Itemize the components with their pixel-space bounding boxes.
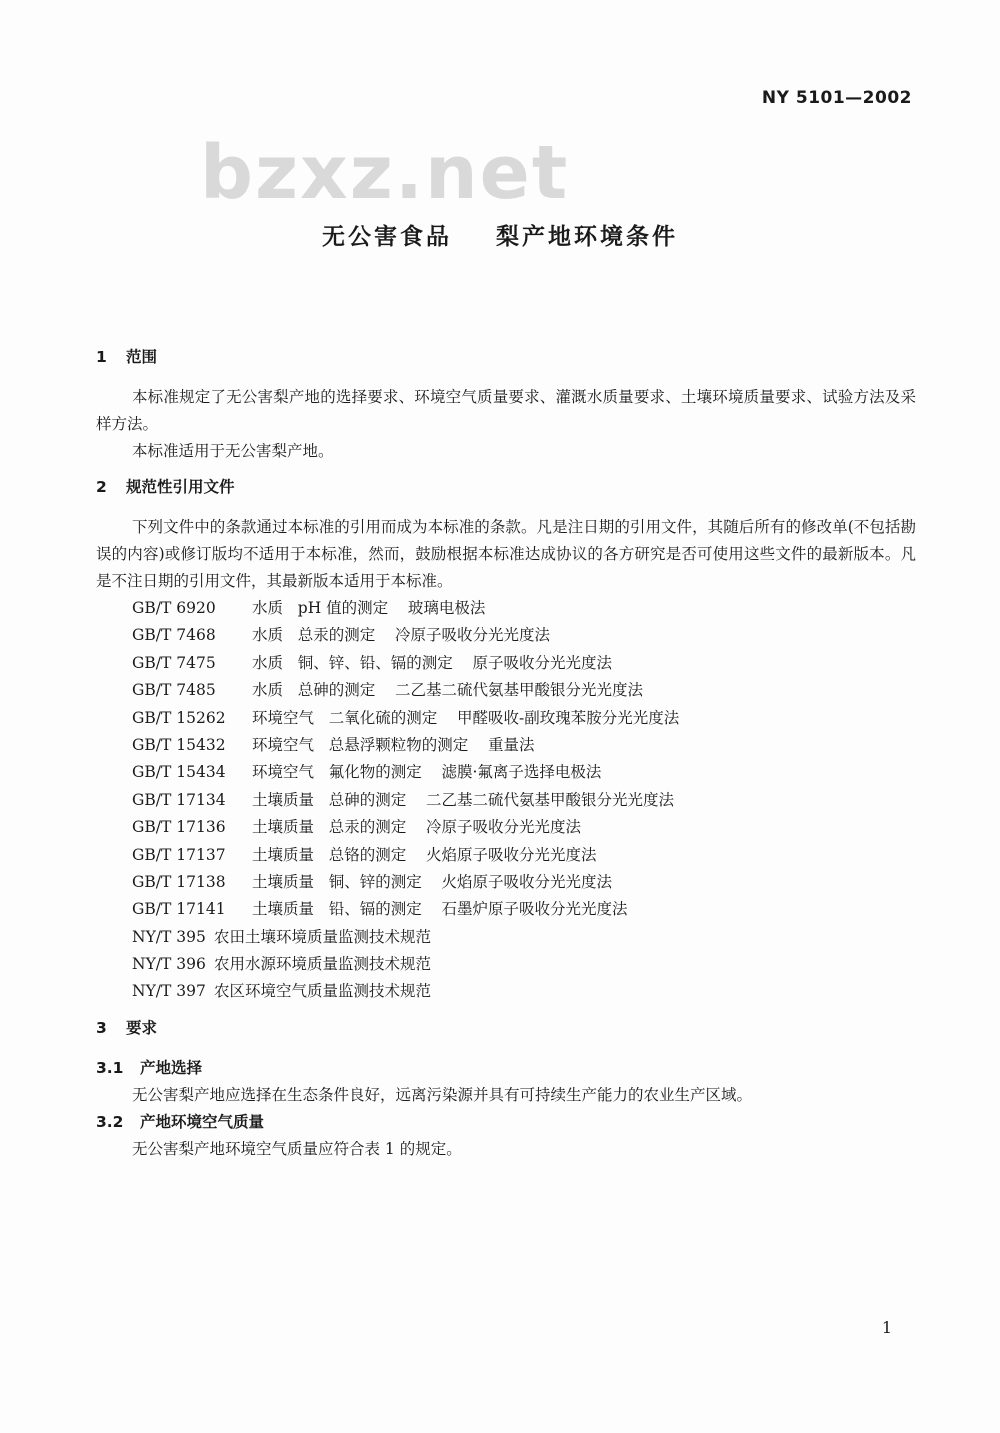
section-number: 1 [96, 348, 107, 366]
section-1-paragraph-1: 本标准规定了无公害梨产地的选择要求、环境空气质量要求、灌溉水质量要求、土壤环境质量要求、试验方法及采样方法。 [96, 388, 916, 433]
reference-item [132, 978, 916, 1005]
reference-item [132, 705, 916, 732]
reference-code: GB/T 17138 [132, 872, 226, 891]
section-3-1-heading [96, 1055, 916, 1082]
reference-code: NY/T 397 [132, 982, 206, 1001]
reference-title: 水质 pH 值的测定 玻璃电极法 [252, 599, 486, 617]
reference-title: 水质 铜、锌、铅、镉的测定 原子吸收分光光度法 [252, 653, 612, 672]
document-body [96, 344, 916, 1163]
reference-item [132, 622, 916, 649]
reference-item [132, 951, 916, 978]
reference-item [132, 787, 916, 814]
reference-title: 环境空气 二氧化硫的测定 甲醛吸收-副玫瑰苯胺分光光度法 [252, 708, 680, 727]
section-3-2-paragraph: 无公害梨产地环境空气质量应符合表 1 的规定。 [132, 1139, 462, 1158]
section-title: 产地选择 [140, 1058, 203, 1077]
reference-code: NY/T 395 [132, 927, 206, 946]
section-2-heading [96, 474, 916, 501]
reference-code: GB/T 17141 [132, 900, 226, 919]
reference-code: GB/T 17134 [132, 790, 226, 809]
reference-item [132, 869, 916, 896]
reference-title: 土壤质量 铜、锌的测定 火焰原子吸收分光光度法 [252, 872, 612, 891]
normative-reference-list [96, 595, 916, 1006]
section-3-1-paragraph: 无公害梨产地应选择在生态条件良好，远离污染源并具有可持续生产能力的农业生产区域。 [132, 1085, 753, 1104]
section-title: 规范性引用文件 [126, 478, 235, 496]
reference-title: 水质 总汞的测定 冷原子吸收分光光度法 [252, 626, 550, 645]
reference-code: GB/T 15432 [132, 735, 226, 754]
reference-title: 环境空气 氟化物的测定 滤膜·氟离子选择电极法 [252, 763, 602, 782]
section-number: 3.2 [96, 1112, 124, 1131]
reference-title: 土壤质量 铅、镉的测定 石墨炉原子吸收分光光度法 [252, 900, 628, 919]
reference-item [132, 896, 916, 923]
section-title: 要求 [126, 1018, 158, 1037]
reference-title: 土壤质量 总铬的测定 火焰原子吸收分光光度法 [252, 845, 597, 864]
reference-code: GB/T 17137 [132, 845, 226, 864]
reference-item [132, 842, 916, 869]
reference-code: NY/T 396 [132, 955, 206, 974]
reference-item [132, 595, 916, 622]
section-number: 3 [96, 1018, 107, 1037]
section-title: 范围 [126, 348, 158, 366]
document-title: 无公害食品 梨产地环境条件 [321, 224, 679, 250]
reference-item [132, 924, 916, 951]
section-1-paragraph-2: 本标准适用于无公害梨产地。 [132, 442, 334, 460]
reference-item [132, 677, 916, 704]
reference-title: 土壤质量 总汞的测定 冷原子吸收分光光度法 [252, 818, 581, 837]
section-3-heading [96, 1015, 916, 1042]
reference-title: 农田土壤环境质量监测技术规范 [214, 927, 432, 946]
watermark: bzxz.net [200, 130, 570, 216]
reference-code: GB/T 6920 [132, 599, 216, 617]
section-3-2-heading [96, 1109, 916, 1136]
reference-title: 农区环境空气质量监测技术规范 [214, 982, 432, 1001]
reference-code: GB/T 15262 [132, 708, 226, 727]
section-title: 产地环境空气质量 [140, 1112, 265, 1131]
reference-item [132, 814, 916, 841]
reference-item [132, 650, 916, 677]
reference-code: GB/T 7475 [132, 653, 216, 672]
reference-title: 环境空气 总悬浮颗粒物的测定 重量法 [252, 735, 535, 754]
section-2-paragraph: 下列文件中的条款通过本标准的引用而成为本标准的条款。凡是注日期的引用文件，其随后所有的修改单(不包括勘误的内容)或修订版均不适用于本标准，然而，鼓励根据本标准达成协议的各方研究是否可使用这些文件的最新版本。凡是不注日期的引用文件，其最新版本适用于本标准。 [96, 518, 916, 590]
section-number: 2 [96, 478, 107, 496]
reference-code: GB/T 15434 [132, 763, 226, 782]
standard-code: NY 5101—2002 [761, 88, 912, 108]
section-1-heading [96, 344, 916, 371]
section-number: 3.1 [96, 1058, 124, 1077]
reference-code: GB/T 7485 [132, 681, 216, 700]
page-number: 1 [881, 1318, 892, 1337]
reference-item [132, 759, 916, 786]
reference-title: 水质 总砷的测定 二乙基二硫代氨基甲酸银分光光度法 [252, 681, 643, 700]
reference-code: GB/T 17136 [132, 818, 226, 837]
reference-code: GB/T 7468 [132, 626, 216, 645]
reference-title: 农用水源环境质量监测技术规范 [214, 955, 432, 974]
reference-title: 土壤质量 总砷的测定 二乙基二硫代氨基甲酸银分光光度法 [252, 790, 674, 809]
reference-item [132, 732, 916, 759]
